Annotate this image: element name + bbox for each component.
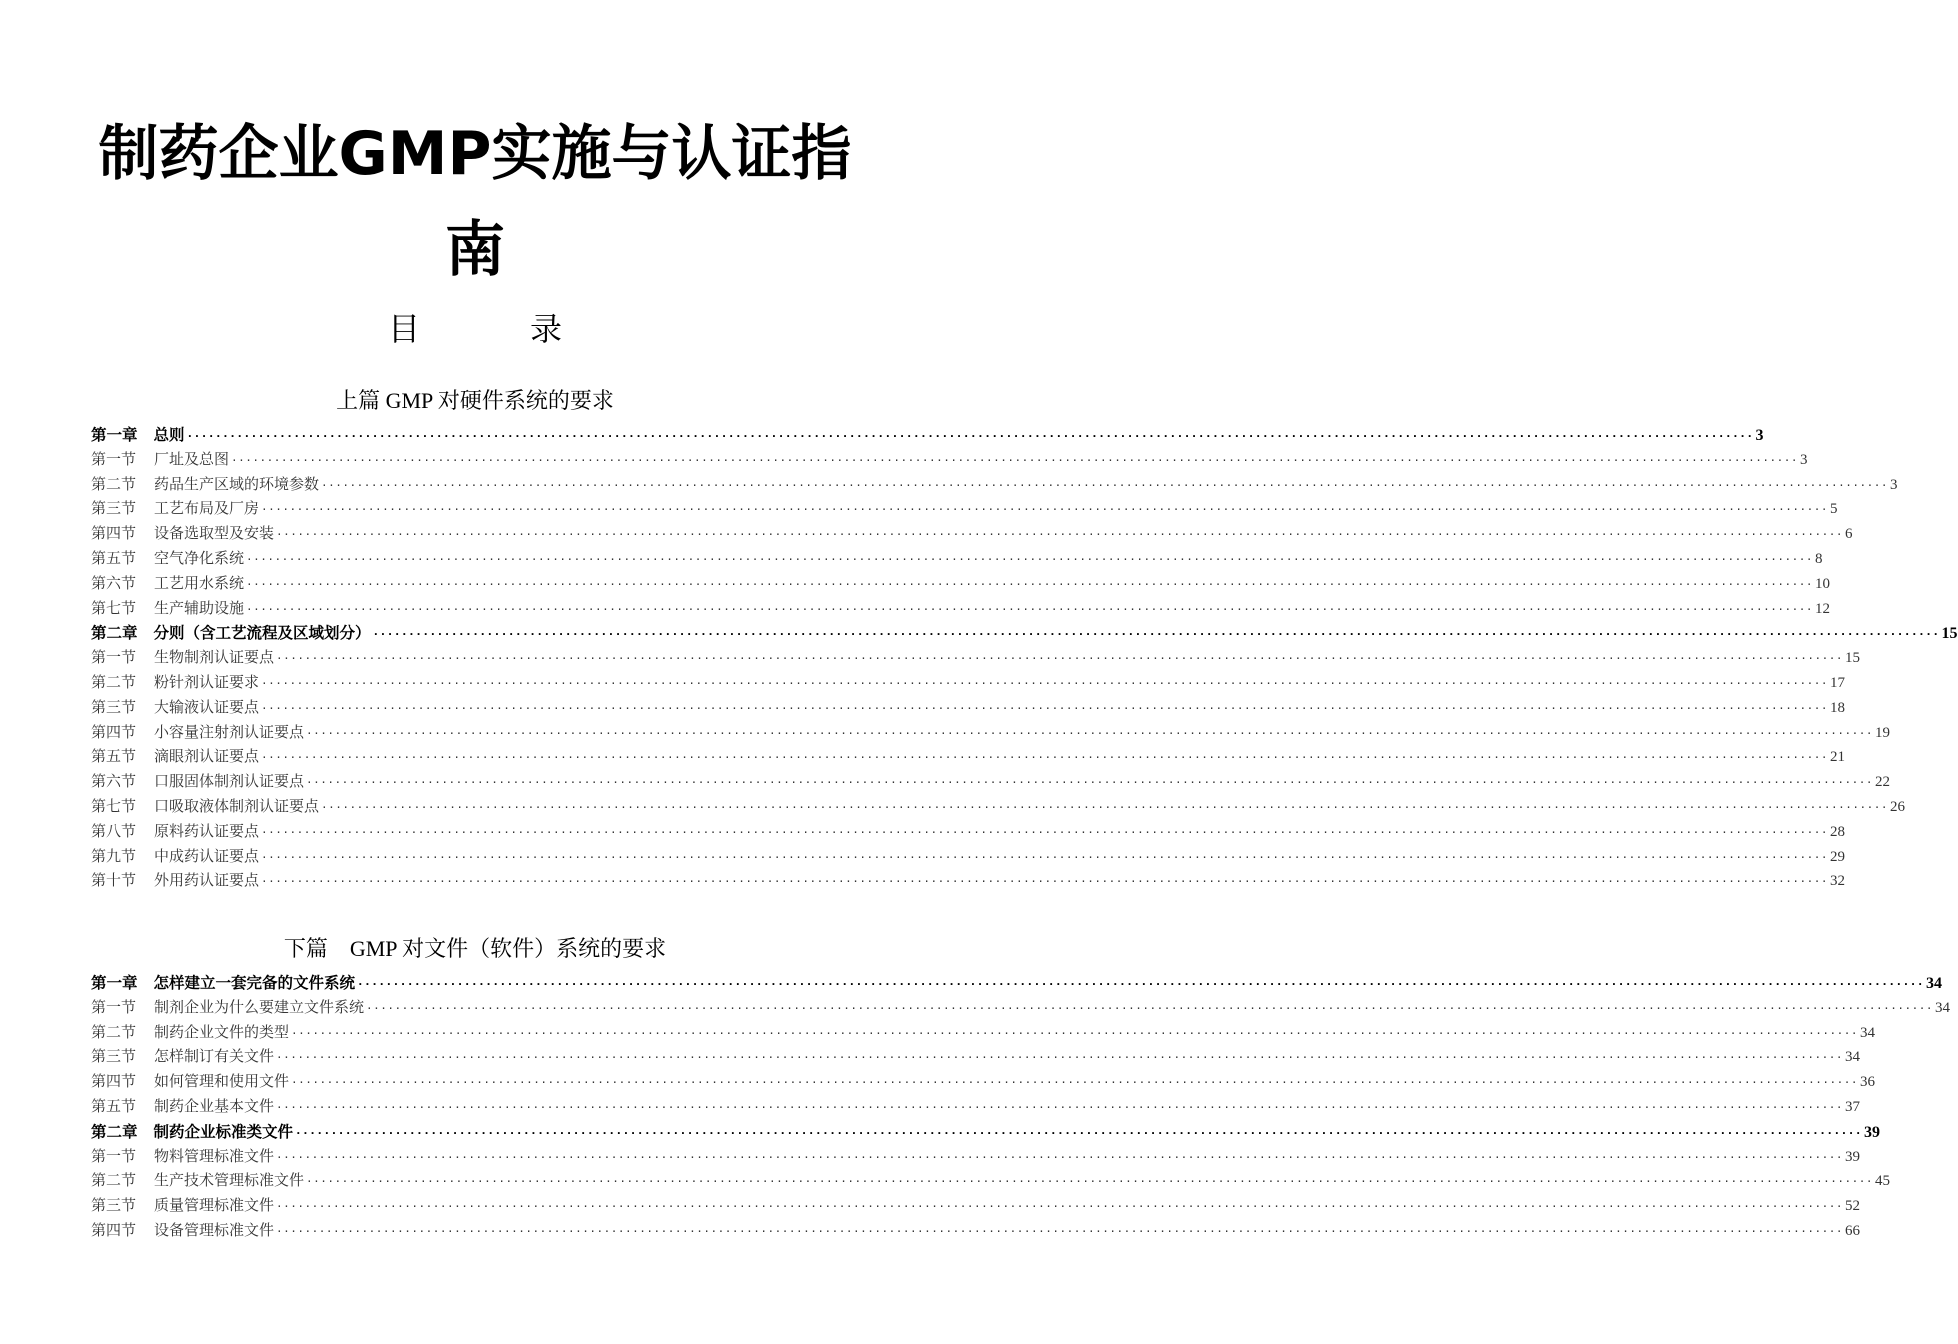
toc-section-entry[interactable] [91, 721, 1890, 746]
toc-entry-title: 总则 [153, 425, 185, 444]
toc-entry-page-number: 3 [1890, 476, 1898, 493]
toc-entry-label: 第一节 [91, 648, 137, 667]
toc-entry-title: 空气净化系统 [154, 548, 245, 567]
toc-entry-title: 设备管理标准文件 [154, 1220, 275, 1239]
toc-leader-dots: ···························································································································································································································· [295, 1126, 1862, 1140]
toc-section-entry[interactable] [91, 820, 1845, 845]
toc-entry-label: 第七节 [91, 796, 137, 815]
toc-entry-label: 第九节 [91, 846, 137, 865]
toc-chapter-entry[interactable] [91, 423, 1764, 448]
toc-entry-title: 原料药认证要点 [154, 821, 260, 840]
toc-section-entry[interactable] [91, 646, 1860, 671]
toc-entry-label: 第一章 [91, 973, 138, 992]
toc-entry-label: 第四节 [91, 1072, 137, 1091]
toc-entry-page-number: 52 [1845, 1198, 1860, 1215]
toc-entry-title: 滴眼剂认证要点 [154, 747, 260, 766]
toc-section-entry[interactable] [91, 1070, 1875, 1095]
part2-toc-list [91, 971, 1950, 1244]
toc-entry-page-number: 45 [1875, 1173, 1890, 1190]
toc-entry-label: 第八节 [91, 821, 137, 840]
toc-leader-dots: ···························································································································································································································· [276, 652, 1843, 666]
toc-heading-char-2: 录 [530, 310, 563, 348]
document-title-line-1: 制药企业GMP实施与认证指 [98, 119, 852, 189]
toc-section-entry[interactable] [91, 1021, 1875, 1046]
toc-entry-label: 第三节 [91, 1047, 137, 1066]
toc-entry-page-number: 18 [1830, 699, 1845, 716]
toc-entry-label: 第二节 [91, 1022, 137, 1041]
toc-leader-dots: ···························································································································································································································· [261, 850, 1828, 864]
toc-leader-dots: ···························································································································································································································· [276, 1051, 1843, 1065]
toc-section-entry[interactable] [91, 770, 1890, 795]
toc-section-entry[interactable] [91, 845, 1845, 870]
toc-entry-page-number: 15 [1845, 650, 1860, 667]
toc-entry-page-number: 32 [1830, 873, 1845, 890]
toc-section-entry[interactable] [91, 696, 1845, 721]
toc-chapter-entry[interactable] [91, 621, 1958, 646]
toc-entry-page-number: 36 [1860, 1074, 1875, 1091]
toc-entry-label: 第六节 [91, 772, 137, 791]
toc-leader-dots: ···························································································································································································································· [186, 430, 1754, 443]
toc-section-entry[interactable] [91, 671, 1845, 696]
toc-entry-title: 外用药认证要点 [154, 871, 260, 890]
toc-entry-label: 第二章 [91, 623, 138, 643]
toc-entry-title: 制药企业文件的类型 [154, 1022, 290, 1041]
toc-entry-page-number: 34 [1935, 999, 1950, 1016]
part1-heading: 上篇 GMP 对硬件系统的要求 [336, 388, 614, 413]
toc-entry-page-number: 17 [1830, 674, 1845, 691]
toc-section-entry[interactable] [91, 1095, 1860, 1120]
toc-leader-dots: ···························································································································································································································· [366, 1001, 1933, 1015]
toc-entry-label: 第二节 [91, 1171, 137, 1190]
toc-heading-char-1: 目 [387, 310, 420, 348]
toc-leader-dots: ···························································································································································································································· [306, 1175, 1873, 1189]
toc-leader-dots: ···························································································································································································································· [372, 628, 1940, 642]
toc-entry-page-number: 19 [1875, 724, 1890, 741]
toc-entry-page-number: 37 [1845, 1098, 1860, 1115]
toc-entry-page-number: 39 [1845, 1148, 1860, 1165]
toc-heading [0, 304, 950, 350]
toc-entry-title: 怎样制订有关文件 [154, 1047, 275, 1066]
toc-entry-page-number: 10 [1815, 575, 1830, 592]
toc-entry-label: 第四节 [91, 1220, 137, 1239]
toc-leader-dots: ···························································································································································································································· [276, 528, 1843, 542]
toc-entry-label: 第四节 [91, 524, 137, 543]
toc-entry-page-number: 34 [1845, 1049, 1860, 1066]
toc-entry-page-number: 15 [1941, 625, 1958, 643]
toc-entry-label: 第三节 [91, 1196, 137, 1215]
toc-leader-dots: ···························································································································································································································· [291, 1076, 1858, 1090]
toc-entry-title: 中成药认证要点 [154, 846, 260, 865]
toc-leader-dots: ···························································································································································································································· [291, 1026, 1858, 1040]
toc-leader-dots: ···························································································································································································································· [321, 478, 1888, 492]
toc-entry-page-number: 3 [1755, 427, 1764, 444]
toc-leader-dots: ···························································································································································································································· [276, 1150, 1843, 1164]
toc-entry-label: 第十节 [91, 871, 137, 890]
document-title-line-2: 南 [445, 215, 505, 285]
toc-leader-dots: ···························································································································································································································· [357, 978, 1924, 991]
toc-entry-page-number: 66 [1845, 1222, 1860, 1239]
toc-entry-label: 第三节 [91, 697, 137, 716]
toc-entry-label: 第七节 [91, 598, 137, 617]
toc-entry-label: 第一节 [91, 997, 137, 1016]
toc-leader-dots: ···························································································································································································································· [246, 577, 1813, 591]
toc-entry-page-number: 22 [1875, 774, 1890, 791]
toc-leader-dots: ···························································································································································································································· [276, 1200, 1843, 1214]
part1-toc-list [91, 423, 1958, 894]
toc-entry-label: 第二章 [91, 1121, 138, 1141]
toc-chapter-entry[interactable] [91, 1120, 1880, 1145]
toc-entry-label: 第三节 [91, 499, 137, 518]
toc-entry-page-number: 39 [1864, 1123, 1880, 1141]
toc-leader-dots: ···························································································································································································································· [246, 602, 1813, 616]
toc-entry-title: 生产辅助设施 [154, 598, 245, 617]
toc-entry-title: 分则（含工艺流程及区域划分） [153, 623, 371, 643]
toc-entry-title: 制剂企业为什么要建立文件系统 [154, 997, 365, 1016]
toc-entry-page-number: 34 [1860, 1024, 1875, 1041]
toc-entry-page-number: 3 [1800, 451, 1808, 468]
toc-entry-title: 工艺用水系统 [154, 573, 245, 592]
toc-leader-dots: ···························································································································································································································· [321, 800, 1888, 814]
toc-entry-page-number: 8 [1815, 550, 1823, 567]
toc-leader-dots: ···························································································································································································································· [246, 552, 1813, 566]
toc-entry-label: 第五节 [91, 1096, 137, 1115]
toc-entry-page-number: 12 [1815, 600, 1830, 617]
toc-section-entry[interactable] [91, 448, 1808, 473]
toc-section-entry[interactable] [91, 1169, 1890, 1194]
toc-section-entry[interactable] [91, 745, 1845, 770]
toc-section-entry[interactable] [91, 869, 1845, 894]
toc-leader-dots: ···························································································································································································································· [306, 726, 1873, 740]
toc-entry-label: 第二节 [91, 672, 137, 691]
toc-entry-title: 大输液认证要点 [154, 697, 260, 716]
toc-leader-dots: ···························································································································································································································· [306, 776, 1873, 790]
toc-entry-title: 生产技术管理标准文件 [154, 1171, 305, 1190]
toc-leader-dots: ···························································································································································································································· [261, 701, 1828, 715]
toc-entry-title: 工艺布局及厂房 [154, 499, 260, 518]
toc-entry-title: 物料管理标准文件 [154, 1146, 275, 1165]
toc-entry-title: 药品生产区域的环境参数 [154, 474, 320, 493]
toc-entry-title: 生物制剂认证要点 [154, 648, 275, 667]
toc-section-entry[interactable] [91, 1045, 1860, 1070]
toc-section-entry[interactable] [91, 497, 1838, 522]
toc-entry-label: 第二节 [91, 474, 137, 493]
toc-entry-page-number: 21 [1830, 749, 1845, 766]
toc-entry-label: 第一章 [91, 425, 138, 444]
toc-section-entry[interactable] [91, 795, 1905, 820]
toc-section-entry[interactable] [91, 597, 1830, 622]
toc-entry-page-number: 5 [1830, 501, 1838, 518]
toc-entry-title: 设备选取型及安装 [154, 524, 275, 543]
toc-entry-title: 制药企业标准类文件 [153, 1121, 294, 1141]
toc-entry-title: 怎样建立一套完备的文件系统 [153, 973, 356, 992]
toc-entry-page-number: 28 [1830, 823, 1845, 840]
toc-entry-page-number: 34 [1926, 975, 1942, 992]
toc-section-entry[interactable] [91, 473, 1898, 498]
toc-leader-dots: ···························································································································································································································· [261, 676, 1828, 690]
toc-leader-dots: ···························································································································································································································· [276, 1224, 1843, 1238]
toc-leader-dots: ···························································································································································································································· [276, 1100, 1843, 1114]
toc-entry-title: 质量管理标准文件 [154, 1196, 275, 1215]
toc-section-entry[interactable] [91, 572, 1830, 597]
toc-entry-label: 第五节 [91, 548, 137, 567]
toc-leader-dots: ···························································································································································································································· [261, 751, 1828, 765]
part2-heading: 下篇 GMP 对文件（软件）系统的要求 [283, 936, 667, 961]
toc-entry-title: 口服固体制剂认证要点 [154, 772, 305, 791]
toc-leader-dots: ···························································································································································································································· [261, 503, 1828, 517]
toc-entry-title: 小容量注射剂认证要点 [154, 722, 305, 741]
toc-entry-title: 口吸取液体制剂认证要点 [154, 796, 320, 815]
toc-section-entry[interactable] [91, 996, 1950, 1021]
toc-section-entry[interactable] [91, 1219, 1860, 1244]
toc-entry-label: 第四节 [91, 722, 137, 741]
toc-entry-title: 制药企业基本文件 [154, 1096, 275, 1115]
toc-section-entry[interactable] [91, 1145, 1860, 1170]
toc-entry-label: 第一节 [91, 449, 137, 468]
toc-entry-label: 第六节 [91, 573, 137, 592]
toc-leader-dots: ···························································································································································································································· [231, 453, 1798, 467]
toc-entry-label: 第一节 [91, 1146, 137, 1165]
toc-entry-page-number: 26 [1890, 798, 1905, 815]
toc-chapter-entry[interactable] [91, 971, 1942, 996]
toc-section-entry[interactable] [91, 547, 1823, 572]
toc-leader-dots: ···························································································································································································································· [261, 825, 1828, 839]
toc-section-entry[interactable] [91, 1194, 1860, 1219]
toc-leader-dots: ···························································································································································································································· [261, 875, 1828, 889]
toc-entry-label: 第五节 [91, 747, 137, 766]
toc-entry-page-number: 29 [1830, 848, 1845, 865]
toc-entry-title: 粉针剂认证要求 [154, 672, 260, 691]
toc-section-entry[interactable] [91, 522, 1853, 547]
toc-entry-title: 厂址及总图 [154, 449, 230, 468]
toc-entry-title: 如何管理和使用文件 [154, 1072, 290, 1091]
toc-entry-page-number: 6 [1845, 526, 1853, 543]
